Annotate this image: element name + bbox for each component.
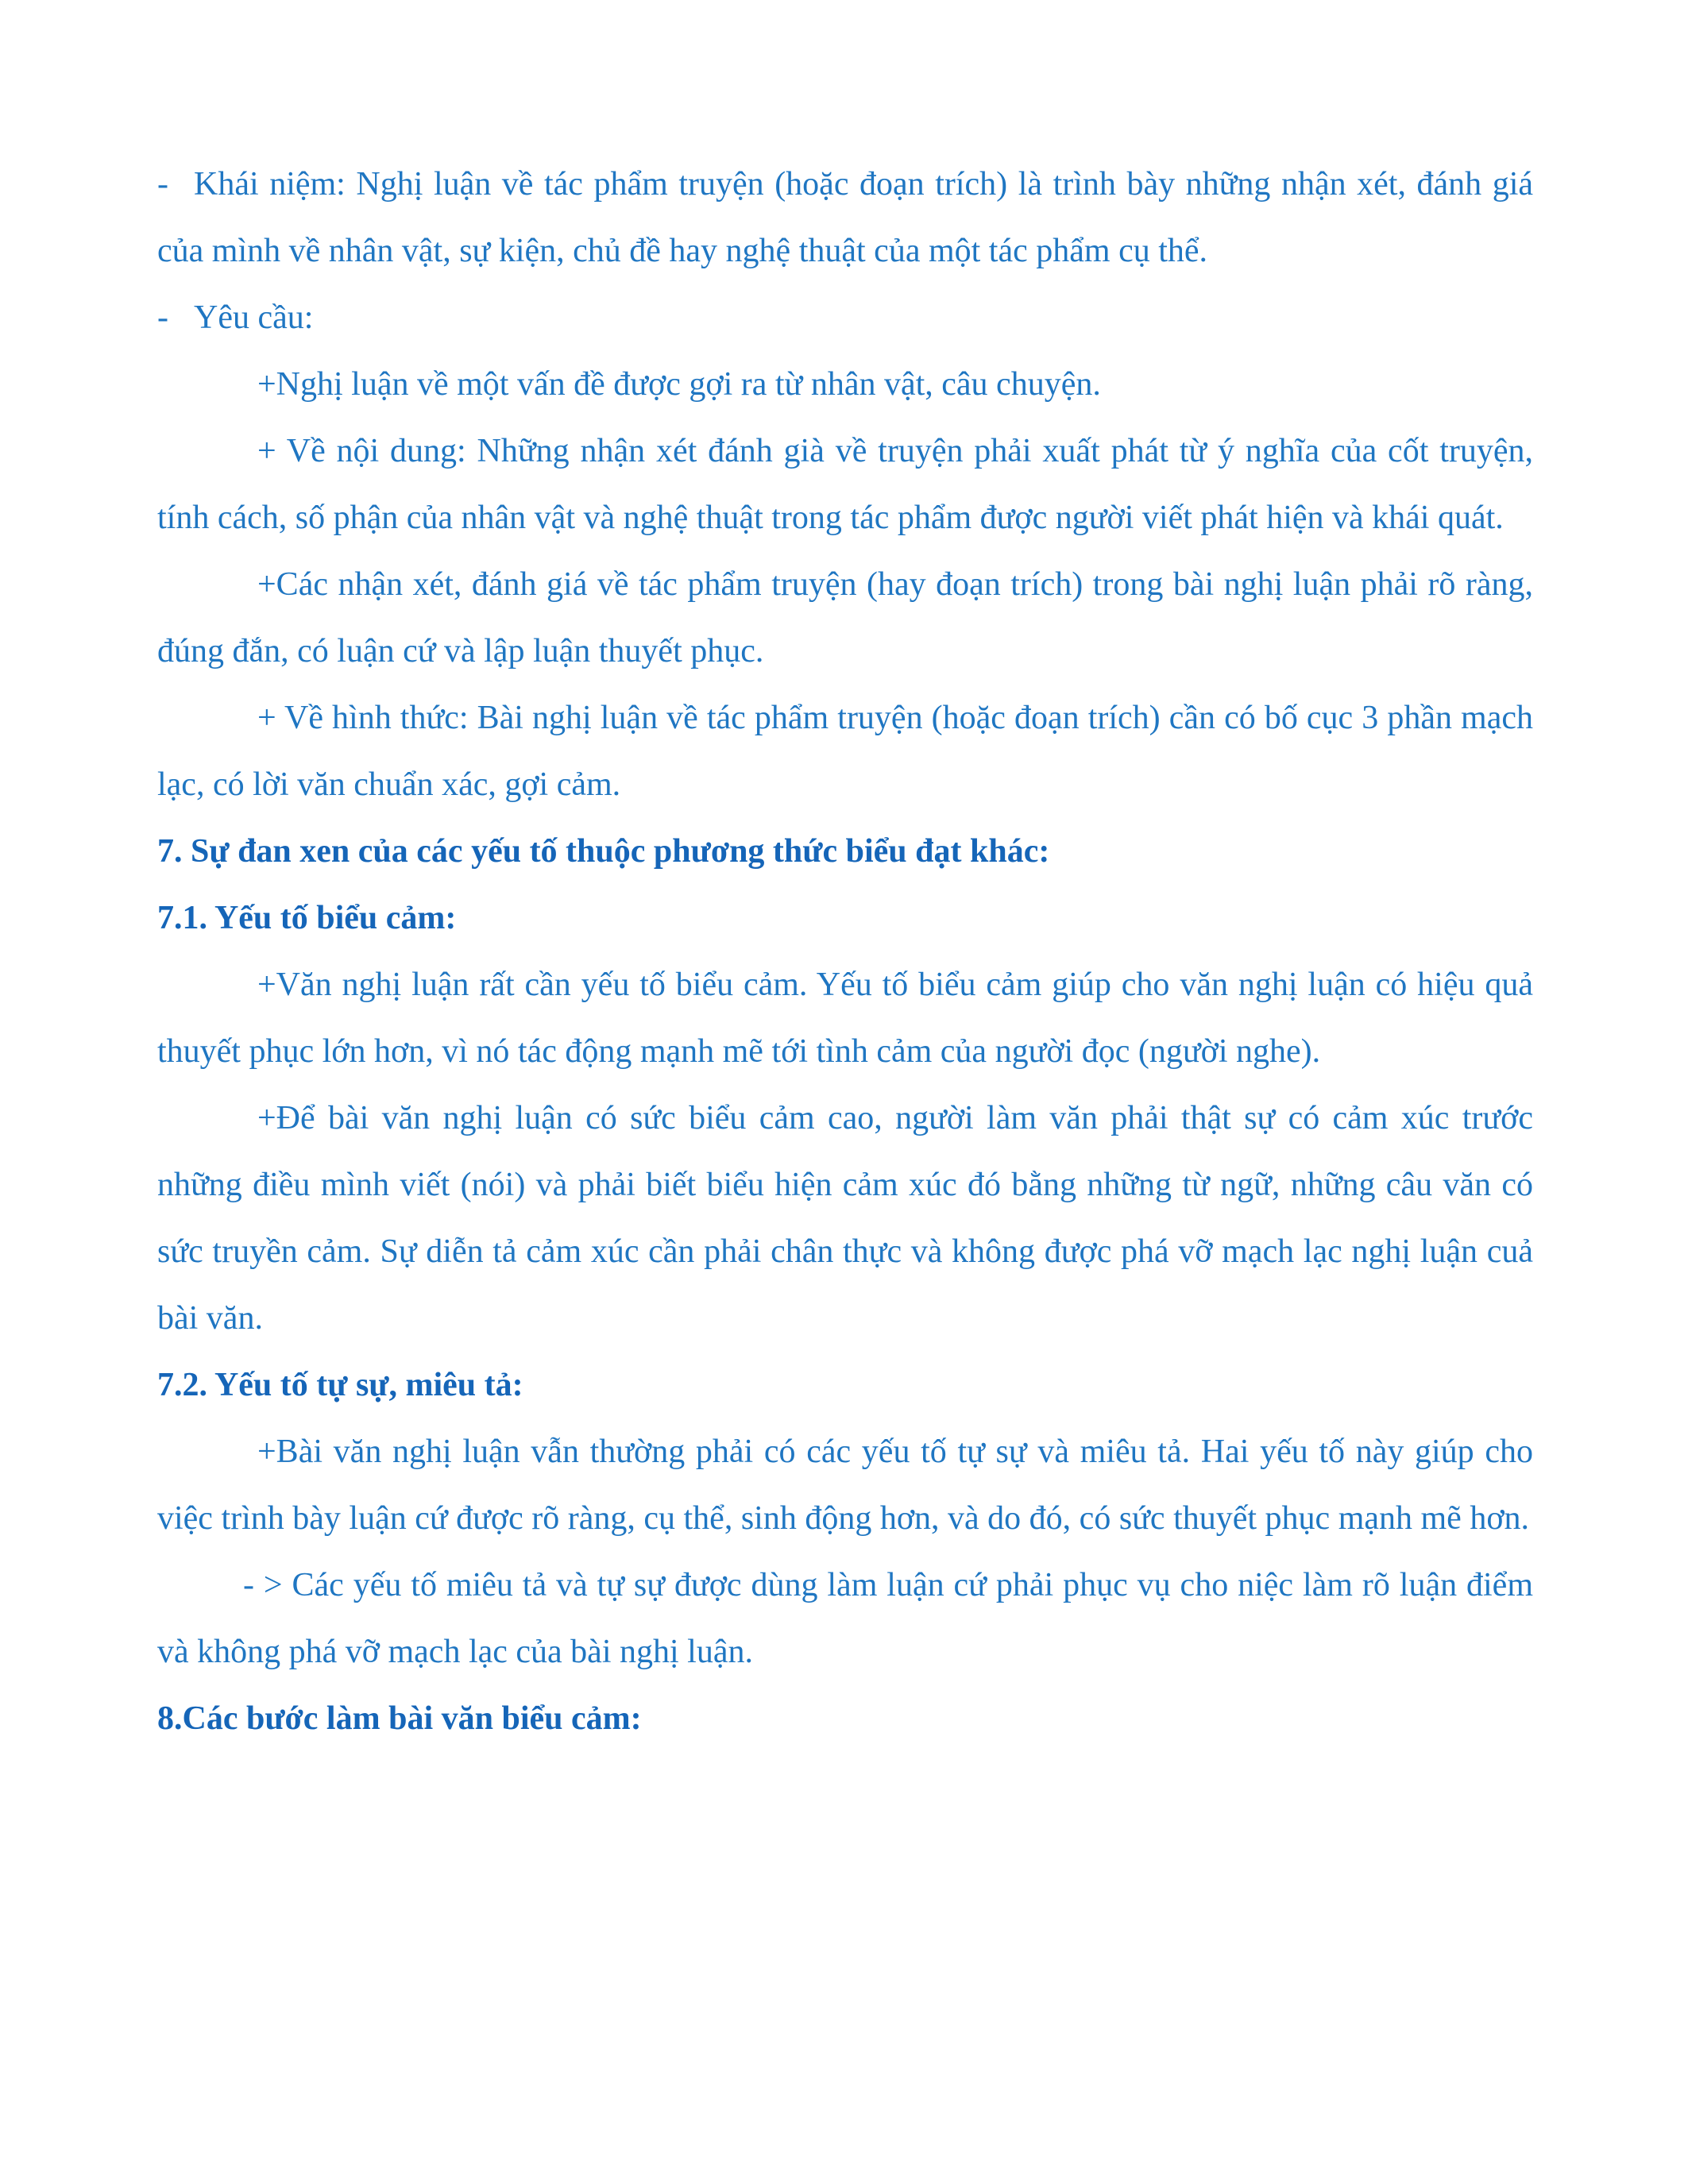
body-paragraph: +Bài văn nghị luận vẫn thường phải có các yếu tố tự sự và miêu tả. Hai yếu tố này giúp cho việc trình bày luận cứ được rõ ràng, cụ thể, sinh động hơn, và do đó, có sức thuyết phục mạnh mẽ hơn.	[157, 1433, 1533, 1537]
list-dash: -	[157, 166, 168, 203]
body-paragraph: +Để bài văn nghị luận có sức biểu cảm cao, người làm văn phải thật sự có cảm xúc trước những điều mình viết (nói) và phải biết biểu hiện cảm xúc đó bằng những từ ngữ, những câu văn có sức truyền cảm. Sự diễn tả cảm xúc cần phải chân thực và không được phá vỡ mạch lạc nghị luận cuả bài văn.	[157, 1100, 1533, 1337]
requirement-item: + Về nội dung: Những nhận xét đánh già về truyện phải xuất phát từ ý nghĩa của cốt truyện, tính cách, số phận của nhân vật và nghệ thuật trong tác phẩm được người viết phát hiện và khái quát.	[157, 433, 1533, 536]
list-dash: -	[157, 299, 168, 336]
concept-text: Khái niệm: Nghị luận về tác phẩm truyện (hoặc đoạn trích) là trình bày những nhận xét, đánh giá của mình về nhân vật, sự kiện, chủ đề hay nghệ thuật của một tác phẩm cụ thể.	[157, 166, 1533, 269]
requirement-item: +Các nhận xét, đánh giá về tác phẩm truyện (hay đoạn trích) trong bài nghị luận phải rõ ràng, đúng đắn, có luận cứ và lập luận thuyết phục.	[157, 566, 1533, 669]
concept-paragraph	[157, 151, 1533, 284]
requirement-item: +Nghị luận về một vấn đề được gợi ra từ nhân vật, câu chuyện.	[257, 366, 1101, 403]
body-paragraph: - > Các yếu tố miêu tả và tự sự được dùng làm luận cứ phải phục vụ cho niệc làm rõ luận điểm và không phá vỡ mạch lạc của bài nghị luận.	[157, 1567, 1533, 1670]
requirements-label-text: Yêu cầu:	[194, 299, 314, 336]
subsection-heading-7-1: 7.1. Yếu tố biểu cảm:	[157, 900, 457, 936]
section-heading-7: 7. Sự đan xen của các yếu tố thuộc phương thức biểu đạt khác:	[157, 833, 1050, 870]
body-paragraph: +Văn nghị luận rất cần yếu tố biểu cảm. Yếu tố biểu cảm giúp cho văn nghị luận có hiệu quả thuyết phục lớn hơn, vì nó tác động mạnh mẽ tới tình cảm của người đọc (người nghe).	[157, 967, 1533, 1070]
document-body	[157, 151, 1533, 1752]
requirement-item: + Về hình thức: Bài nghị luận về tác phẩm truyện (hoặc đoạn trích) cần có bố cục 3 phần mạch lạc, có lời văn chuẩn xác, gợi cảm.	[157, 700, 1533, 803]
requirements-label	[157, 284, 1533, 351]
section-heading-8: 8.Các bước làm bài văn biểu cảm:	[157, 1700, 642, 1737]
subsection-heading-7-2: 7.2. Yếu tố tự sự, miêu tả:	[157, 1367, 523, 1403]
